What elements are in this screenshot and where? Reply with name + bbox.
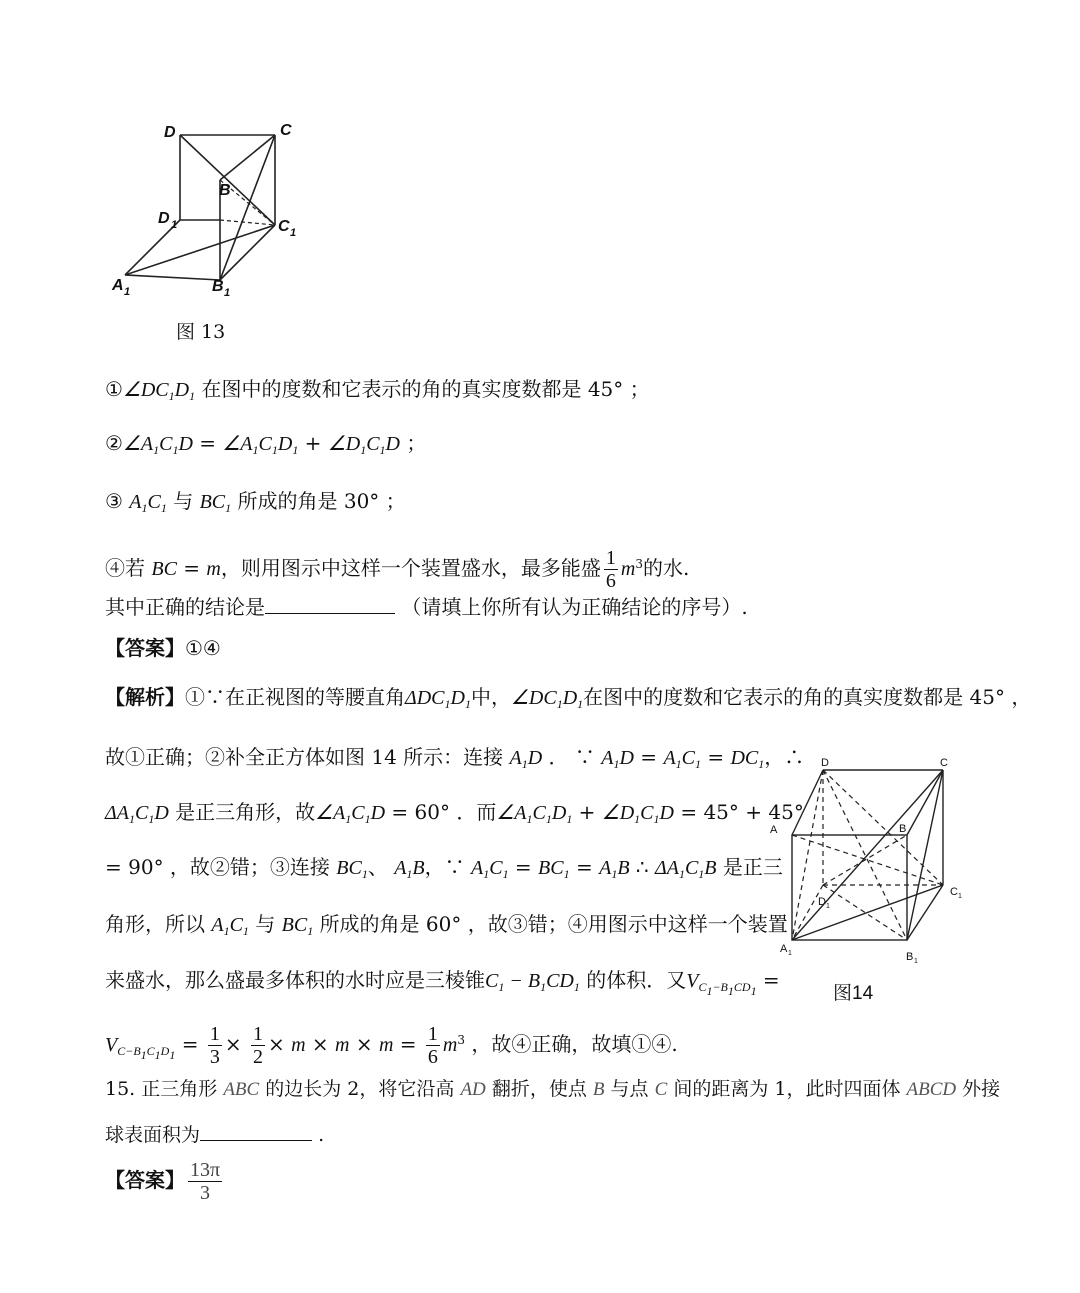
statement-3-number: ③ xyxy=(105,489,123,513)
answer-14-label: 【答案】 xyxy=(105,636,185,660)
question-15-line-1: 15. 正三角形 ABC 的边长为 2，将它沿高 AD 翻折，使点 B 与点 C 间的距离为 1，此时四面体 ABCD 外接 xyxy=(105,1078,1001,1100)
analysis-line-5: 角形，所以 $A_1C_1$ 与 $BC_1$ 所成的角是 60° ，故③错；④用图示中这样一个装置 xyxy=(105,912,788,938)
answer-15-denominator: 3 xyxy=(200,1182,211,1204)
fig13-label-A1-sub: 1 xyxy=(124,286,131,298)
q15-text-f: 外接 xyxy=(962,1078,1001,1100)
fig14-label-D: D xyxy=(821,757,829,769)
analysis-l5b: 与 xyxy=(255,912,276,936)
statement-2: $②\angle A_1C_1D$ = $\angle A_1C_1D_1$ + $\angle D_1C_1D$ ； xyxy=(105,431,427,457)
fig14-label-B1: B xyxy=(906,951,914,963)
analysis-l6b: 的体积．又 xyxy=(586,968,687,992)
q15-text-c: 翻折，使点 xyxy=(491,1078,587,1100)
analysis-line-2: 故①正确；②补全正方体如图 14 所示：连接 $A_1D$ ． ∵ $A_1D = A_1C_1 = DC_1$，∴ xyxy=(105,745,805,771)
statement-1: $①\angle DC_1D_1$ 在图中的度数和它表示的角的真实度数都是 45° ； xyxy=(105,377,650,403)
fig14-label-A: A xyxy=(770,824,778,836)
answer-15-label: 【答案】 xyxy=(105,1168,185,1192)
fig13-label-C1-sub: 1 xyxy=(290,227,297,239)
analysis-l1a: ①∵在正视图的等腰直角 xyxy=(185,685,405,709)
fig14-label-B1-sub: 1 xyxy=(914,958,918,965)
figure-13 xyxy=(100,115,340,305)
fig14-label-C: C xyxy=(940,757,948,769)
figure-13-caption: 图 13 xyxy=(176,321,226,343)
answer-15 xyxy=(105,1152,225,1208)
answer-blank-15 xyxy=(200,1120,312,1141)
fig14-label-C1-sub: 1 xyxy=(958,893,962,900)
q15-text-g: 球表面积为 xyxy=(105,1124,201,1146)
fig13-label-C1: C xyxy=(278,218,290,235)
analysis-l5a: 角形，所以 xyxy=(105,912,205,936)
statement-4: ④若 BC = m，则用图示中这样一个装置盛水，最多能盛 $\frac{1}{6}$ $m^3$的水. xyxy=(105,547,690,592)
question-tail-prefix: 其中正确的结论是 xyxy=(105,595,265,619)
fig13-label-B: B xyxy=(219,182,231,199)
fig14-label-C1: C xyxy=(950,886,958,898)
question-tail-suffix: （请填上你所有认为正确结论的序号）. xyxy=(401,595,748,619)
fig13-label-B1: B xyxy=(212,278,224,295)
fig13-label-B1-sub: 1 xyxy=(224,287,231,299)
fig14-label-A1: A xyxy=(780,943,788,955)
analysis-l2a: 故①正确；②补全正方体如图 14 所示：连接 xyxy=(105,745,504,769)
statement-1-number: ① xyxy=(105,377,123,401)
answer-blank-14 xyxy=(265,593,395,614)
question-15-line-2 xyxy=(105,1120,324,1149)
figure-14 xyxy=(768,755,968,970)
analysis-l4a: ，故②错；③连接 xyxy=(169,855,330,879)
fig13-label-D: D xyxy=(164,124,176,141)
q15-text-a: 15. 正三角形 xyxy=(105,1078,218,1100)
analysis-line-3: $\Delta A_1C_1D$ 是正三角形，故$\angle A_1C_1D = 60^\circ$ ．而$\angle A_1C_1D_1$ + $\angle D_1C_1D = 45^\circ + 45^\circ$ xyxy=(105,800,804,826)
q15-text-b: 的边长为 2，将它沿高 xyxy=(265,1078,455,1100)
analysis-l7a: ，故④正确，故填①④. xyxy=(471,1032,678,1056)
analysis-l4c: 是正三 xyxy=(722,855,783,879)
question-tail xyxy=(105,593,748,621)
analysis-line-4: = 90° ，故②错；③连接 $BC_1$、 $A_1B$，∵ $A_1C_1 = BC_1 = A_1B$ ∴ $\Delta A_1C_1B$ 是正三 xyxy=(105,855,783,881)
fig13-label-D1: D xyxy=(158,210,170,227)
fig14-label-D1-sub: 1 xyxy=(826,903,830,910)
analysis-l4b: 、 xyxy=(367,855,388,879)
analysis-l3b: ．而 xyxy=(456,800,497,824)
q15-text-d: 与点 xyxy=(610,1078,649,1100)
analysis-line-1: 【解析】①∵在正视图的等腰直角$\Delta DC_1D_1$中，$\angle DC_1D_1$在图中的度数和它表示的角的真实度数都是 45° ， xyxy=(105,685,1032,711)
statement-4-number: ④若 xyxy=(105,556,145,580)
statement-1-text: 在图中的度数和它表示的角的真实度数都是 45° ； xyxy=(201,377,650,401)
figure-14-caption: 图14 xyxy=(833,983,874,1004)
analysis-label: 【解析】 xyxy=(105,685,185,709)
q15-text-e: 间的距离为 1，此时四面体 xyxy=(673,1078,901,1100)
answer-14-value: ①④ xyxy=(185,636,221,660)
analysis-l1b: 中， xyxy=(470,685,511,709)
statement-4-text-a: ，则用图示中这样一个装置盛水，最多能盛 xyxy=(220,556,601,580)
statement-4-text-b: 的水. xyxy=(642,556,690,580)
analysis-l5c: 所成的角是 60° ，故③错；④用图示中这样一个装置 xyxy=(319,912,788,936)
statement-2-number: ② xyxy=(105,431,123,455)
statement-3: ③ $A_1C_1$ 与 $BC_1$ 所成的角是 30° ； xyxy=(105,489,406,515)
fig14-label-A1-sub: 1 xyxy=(788,950,792,957)
answer-14 xyxy=(105,634,221,662)
q15-text-h: . xyxy=(318,1124,325,1146)
fig13-label-C: C xyxy=(280,122,292,139)
analysis-line-6: 来盛水，那么盛最多体积的水时应是三棱锥$C_1 - B_1CD_1$ 的体积．又$V_{C_1-B_1CD_1}$ = xyxy=(105,968,780,998)
fig13-label-A1: A xyxy=(112,277,124,294)
analysis-line-7: $V_{C-B_1C_1D_1}$ = $\frac{1}{3}$ × $\frac{1}{2}$ × m × m × m = $\frac{1}{6}$ $m^3$ ，故④正确，故填①④. xyxy=(105,1023,678,1068)
fig13-label-D1-sub: 1 xyxy=(171,219,178,231)
fig14-label-B: B xyxy=(899,823,907,835)
analysis-l6a: 来盛水，那么盛最多体积的水时应是三棱锥 xyxy=(105,968,485,992)
analysis-l1c: 在图中的度数和它表示的角的真实度数都是 45° ， xyxy=(583,685,1032,709)
statement-3-text-b: 所成的角是 30° ； xyxy=(237,489,406,513)
statement-3-text-a: 与 xyxy=(173,489,194,513)
answer-15-numerator: 13π xyxy=(190,1159,221,1181)
fig14-label-D1: D xyxy=(818,896,826,908)
analysis-l3a: 是正三角形，故 xyxy=(175,800,316,824)
